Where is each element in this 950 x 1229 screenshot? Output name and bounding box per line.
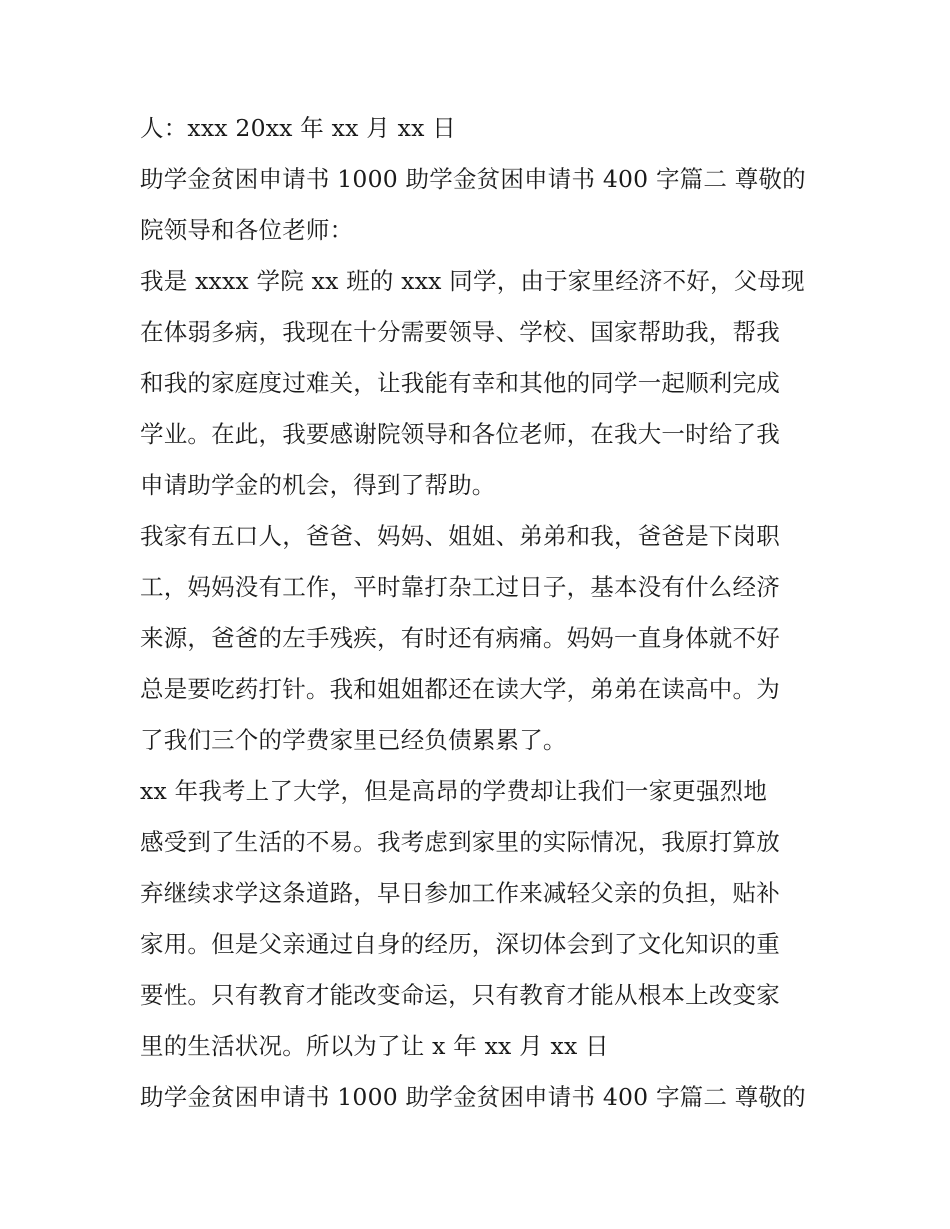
text-line: 要性。只有教育才能改变命运，只有教育才能从根本上改变家 — [140, 981, 780, 1009]
text-line: 助学金贫困申请书 1000 助学金贫困申请书 400 字篇二 尊敬的 — [140, 1083, 806, 1111]
text-line: 总是要吃药打针。我和姐姐都还在读大学，弟弟在读高中。为 — [140, 675, 780, 703]
text-line: 家用。但是父亲通过自身的经历，深切体会到了文化知识的重 — [140, 930, 780, 958]
text-line: 人：xxx 20xx 年 xx 月 xx 日 — [140, 114, 456, 142]
text-line: 我家有五口人，爸爸、妈妈、姐姐、弟弟和我，爸爸是下岗职 — [140, 522, 780, 550]
text-line: 和我的家庭度过难关，让我能有幸和其他的同学一起顺利完成 — [140, 369, 780, 397]
text-line: 里的生活状况。所以为了让 x 年 xx 月 xx 日 — [140, 1032, 609, 1060]
text-line: 弃继续求学这条道路，早日参加工作来减轻父亲的负担，贴补 — [140, 879, 780, 907]
text-line: 院领导和各位老师： — [140, 216, 354, 244]
text-line: xx 年我考上了大学，但是高昂的学费却让我们一家更强烈地 — [140, 777, 768, 805]
text-line: 感受到了生活的不易。我考虑到家里的实际情况，我原打算放 — [140, 828, 780, 856]
text-line: 了我们三个的学费家里已经负债累累了。 — [140, 726, 567, 754]
text-line: 学业。在此，我要感谢院领导和各位老师，在我大一时给了我 — [140, 420, 780, 448]
text-line: 工，妈妈没有工作，平时靠打杂工过日子，基本没有什么经济 — [140, 573, 780, 601]
document-body — [140, 103, 820, 1123]
text-line: 申请助学金的机会，得到了帮助。 — [140, 471, 496, 499]
text-line: 来源，爸爸的左手残疾，有时还有病痛。妈妈一直身体就不好 — [140, 624, 780, 652]
text-line: 我是 xxxx 学院 xx 班的 xxx 同学，由于家里经济不好，父母现 — [140, 267, 805, 295]
text-line: 助学金贫困申请书 1000 助学金贫困申请书 400 字篇二 尊敬的 — [140, 165, 806, 193]
text-line: 在体弱多病，我现在十分需要领导、学校、国家帮助我，帮我 — [140, 318, 780, 346]
